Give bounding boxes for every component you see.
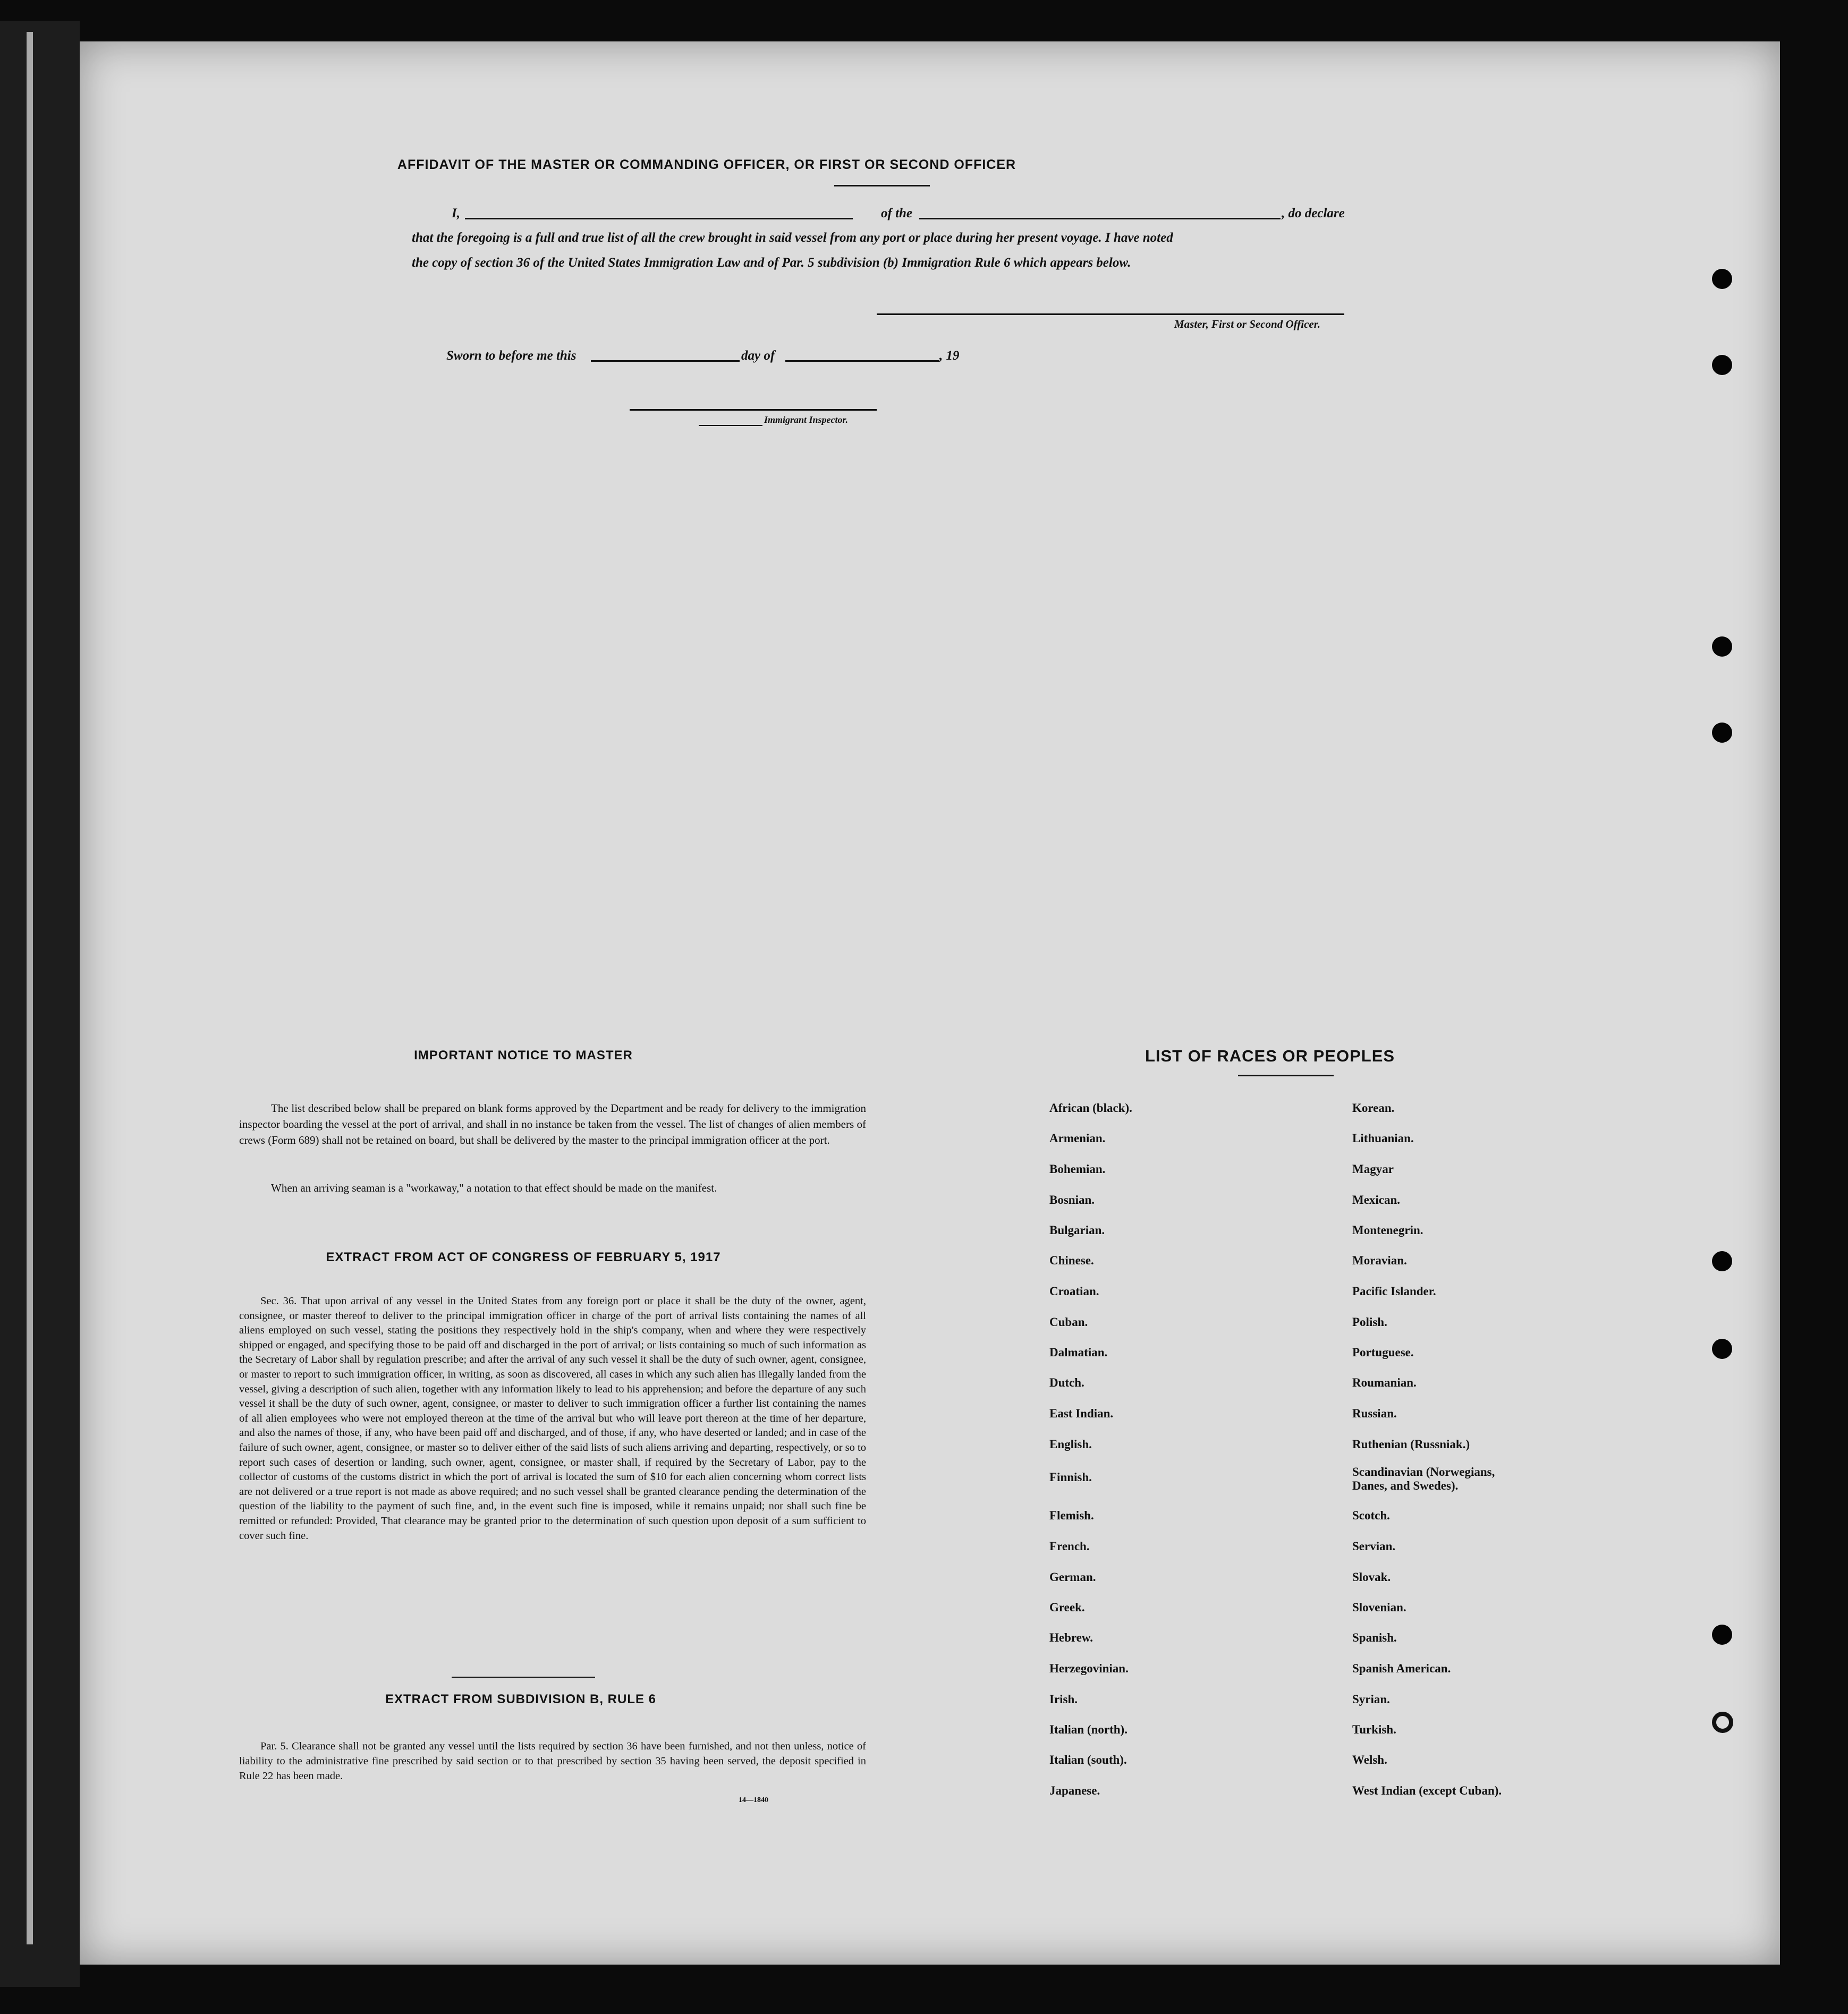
race-item: Russian. xyxy=(1352,1407,1397,1420)
bleed-through-area xyxy=(186,437,1674,1075)
race-item: French. xyxy=(1049,1540,1090,1553)
race-item: Bulgarian. xyxy=(1049,1223,1105,1237)
binder-edge xyxy=(0,21,80,1987)
races-rule xyxy=(1238,1075,1334,1076)
race-item: Turkish. xyxy=(1352,1723,1396,1736)
punch-hole xyxy=(1712,355,1732,375)
extract-divider xyxy=(452,1677,595,1678)
affidavit-title: AFFIDAVIT OF THE MASTER OR COMMANDING OFFICER, OR FIRST OR SECOND OFFICER xyxy=(397,157,1016,172)
binder-strip xyxy=(27,32,33,1944)
race-item: Scotch. xyxy=(1352,1509,1390,1522)
race-item: Slovenian. xyxy=(1352,1601,1406,1614)
sworn-label: Sworn to before me this xyxy=(446,349,577,363)
race-item: Magyar xyxy=(1352,1162,1394,1176)
day-of-label: day of xyxy=(741,349,775,363)
race-item: German. xyxy=(1049,1570,1096,1584)
affidavit-line3: the copy of section 36 of the United States Immigration Law and of Par. 5 subdivision (b) Immigration Rule 6 which appears below. xyxy=(412,256,1131,270)
punch-hole xyxy=(1712,1251,1732,1271)
extract-act-title: EXTRACT FROM ACT OF CONGRESS OF FEBRUARY 5, 1917 xyxy=(326,1250,721,1264)
race-item: West Indian (except Cuban). xyxy=(1352,1784,1502,1797)
race-item: Armenian. xyxy=(1049,1132,1106,1145)
affidavit-line2: that the foregoing is a full and true list of all the crew brought in said vessel from any port or place during her present voyage. I have noted xyxy=(412,231,1173,245)
race-item: Dalmatian. xyxy=(1049,1346,1108,1359)
affidavit-i: I, xyxy=(452,206,460,220)
race-item: Polish. xyxy=(1352,1315,1387,1329)
punch-hole xyxy=(1712,636,1732,657)
sworn-day-line xyxy=(591,360,740,362)
race-item: Bohemian. xyxy=(1049,1162,1106,1176)
sworn-month-line xyxy=(785,360,939,362)
notice-paragraph-1: The list described below shall be prepared on blank forms approved by the Department and be ready for delivery to the immigration inspector boarding the vessel at the port of arrival, and shall in no instance be taken from the vessel. The list of changes of alien members of crews (Form 689) shall not be retained on board, but shall be delivered by the master to the principal immigration officer at the port. xyxy=(239,1102,866,1146)
race-item: Chinese. xyxy=(1049,1254,1094,1267)
form-number: 14—1840 xyxy=(739,1796,768,1804)
race-item: English. xyxy=(1049,1438,1092,1451)
race-item: Portuguese. xyxy=(1352,1346,1414,1359)
race-item: Spanish. xyxy=(1352,1631,1397,1644)
punch-hole xyxy=(1712,269,1732,289)
race-item: Ruthenian (Russniak.) xyxy=(1352,1438,1470,1451)
inspector-short-line xyxy=(699,425,762,426)
race-item: Cuban. xyxy=(1049,1315,1088,1329)
race-item: Finnish. xyxy=(1049,1471,1092,1484)
race-item: Spanish American. xyxy=(1352,1662,1451,1675)
race-item: Croatian. xyxy=(1049,1285,1099,1298)
name-line xyxy=(465,218,853,219)
inspector-signature-line xyxy=(630,409,877,411)
document-page xyxy=(80,41,1780,1965)
race-item: Welsh. xyxy=(1352,1753,1387,1766)
race-item: Dutch. xyxy=(1049,1376,1084,1389)
race-item: Korean. xyxy=(1352,1101,1395,1115)
race-item: Roumanian. xyxy=(1352,1376,1417,1389)
notice-paragraph-2: When an arriving seaman is a "workaway," a notation to that effect should be made on the manifest. xyxy=(271,1182,717,1194)
punch-hole xyxy=(1712,1625,1732,1645)
race-item: Montenegrin. xyxy=(1352,1223,1423,1237)
races-title: LIST OF RACES OR PEOPLES xyxy=(1145,1047,1395,1065)
race-item: Bosnian. xyxy=(1049,1193,1095,1206)
inspector-label: Immigrant Inspector. xyxy=(764,414,849,425)
race-item: Mexican. xyxy=(1352,1193,1401,1206)
race-item: Japanese. xyxy=(1049,1784,1100,1797)
race-item: Pacific Islander. xyxy=(1352,1285,1436,1298)
master-signature-line xyxy=(877,313,1344,315)
punch-hole xyxy=(1712,1712,1733,1733)
race-item: African (black). xyxy=(1049,1101,1132,1115)
race-item: Italian (north). xyxy=(1049,1723,1128,1736)
title-rule xyxy=(834,185,930,186)
race-item: Slovak. xyxy=(1352,1570,1391,1584)
race-item: Irish. xyxy=(1049,1693,1078,1706)
affidavit-declare: , do declare xyxy=(1282,206,1345,220)
race-item: Lithuanian. xyxy=(1352,1132,1414,1145)
extract-rule-body: Par. 5. Clearance shall not be granted any vessel until the lists required by section 36 have been furnished, and not then unless, notice of liability to the administrative fine prescribed by said section or to that prescribed by section 35 having been served, the deposit specified in Rule 22 has been made. xyxy=(239,1740,866,1782)
vessel-line xyxy=(919,218,1281,219)
extract-act-body: Sec. 36. That upon arrival of any vessel in the United States from any foreign port or place it shall be the duty of the owner, agent, consignee, or master thereof to deliver to the principal immigration officer in charge of the port of arrival lists containing the names of all aliens employed on such vessel, stating the positions they respectively hold in the ship's company, when and where they were respectively shipped or engaged, and specifying those to be paid off and discharged in the port of arrival; or lists containing so much of such information as the Secretary of Labor shall by regulation prescribe; and after the arrival of any such vessel it shall be the duty of such owner, agent, consignee, or master to report to such immigration officer, in writing, as soon as discovered, all cases in which any such alien has illegally landed from the vessel, giving a description of such alien, together with any information likely to lead to his apprehension; and before the departure of any such vessel it shall be the duty of such owner, agent, consignee, or master to deliver to such immigration officer a further list containing the names of all alien employees who were not employed thereon at the time of the arrival but who will leave port thereon at the time of her departure, and also the names of those, if any, who have been paid off and discharged, and of those, if any, who have deserted or landed; and in case of the failure of such owner, agent, consignee, or master so to deliver either of the said lists of such aliens arriving and departing, respectively, or so to report such cases of desertion or landing, such owner, agent, consignee, or master shall, if required by the Secretary of Labor, pay to the collector of customs of the customs district in which the port of arrival is located the sum of $10 for each alien concerning whom correct lists are not delivered or a true report is not made as above required; and no such vessel shall be granted clearance pending the determination of the question of the liability to the payment of such fine, and, in the event such fine is imposed, while it remains unpaid; nor shall such fine be remitted or refunded: Provided, That clearance may be granted prior to the determination of such question upon deposit of a sum sufficient to cover such fine. xyxy=(239,1295,866,1542)
race-item: Scandinavian (Norwegians, Danes, and Swedes). xyxy=(1352,1465,1495,1492)
punch-hole xyxy=(1712,1339,1732,1359)
race-item: Herzegovinian. xyxy=(1049,1662,1129,1675)
notice-title: IMPORTANT NOTICE TO MASTER xyxy=(414,1048,633,1063)
extract-rule-title: EXTRACT FROM SUBDIVISION B, RULE 6 xyxy=(385,1692,657,1706)
race-item: Greek. xyxy=(1049,1601,1085,1614)
race-item: Servian. xyxy=(1352,1540,1396,1553)
race-item: Flemish. xyxy=(1049,1509,1094,1522)
race-item: Moravian. xyxy=(1352,1254,1407,1267)
race-item: Italian (south). xyxy=(1049,1753,1127,1766)
race-item: Hebrew. xyxy=(1049,1631,1093,1644)
race-item: Syrian. xyxy=(1352,1693,1390,1706)
race-item: East Indian. xyxy=(1049,1407,1114,1420)
affidavit-of: of the xyxy=(881,206,913,220)
punch-hole xyxy=(1712,723,1732,743)
year-label: , 19 xyxy=(939,349,960,363)
master-signature-label: Master, First or Second Officer. xyxy=(1174,318,1320,330)
